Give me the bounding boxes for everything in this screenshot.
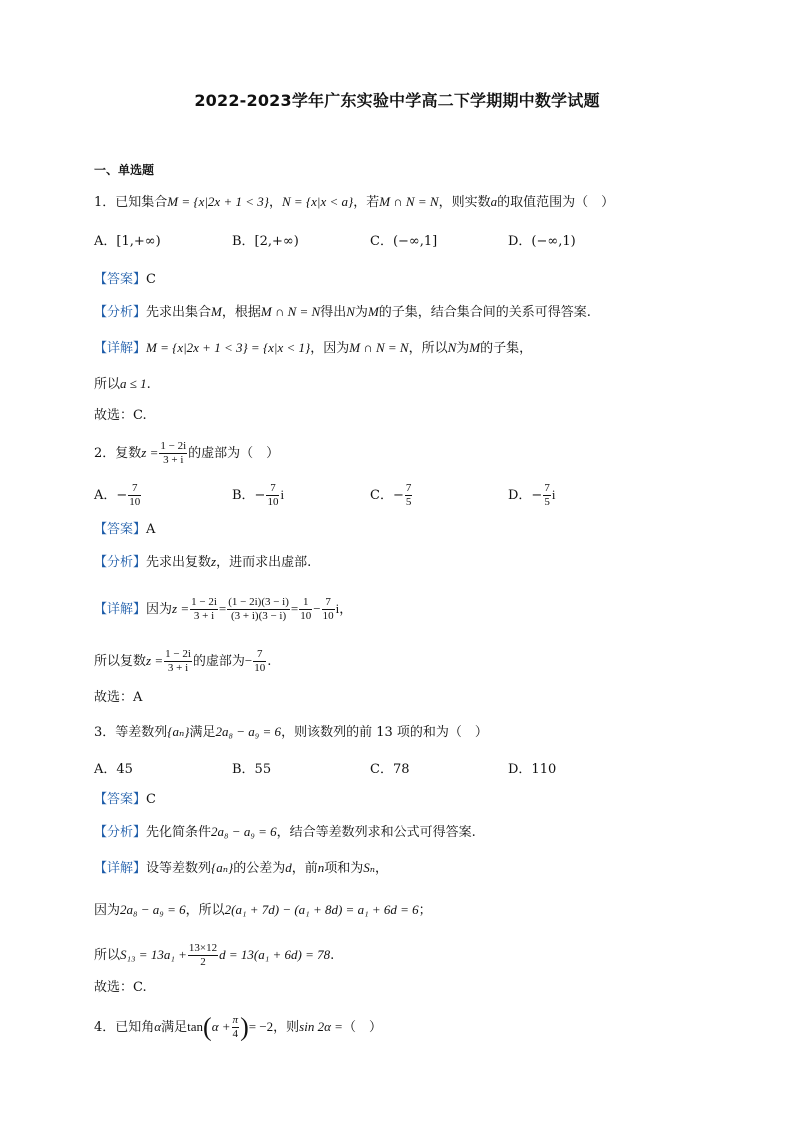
analysis-text: 得出: [320, 305, 347, 320]
option-b: B．55: [232, 762, 272, 777]
option-a: [94, 482, 142, 509]
q4-math: α: [154, 1019, 162, 1034]
q2-answer: [94, 520, 155, 540]
answer-tag: 【答案】: [94, 792, 147, 807]
q2-variable: z =: [141, 445, 159, 460]
conclusion-math: a ≤ 1: [120, 376, 147, 391]
q3-choose: 故选：C.: [94, 980, 147, 995]
detail-math: M = {x|2x + 1 < 3} = {x|x < 1}: [146, 340, 311, 355]
detail-tag: 【详解】: [94, 341, 147, 356]
option-d: D．(−∞,1): [508, 234, 576, 249]
detail-fraction: [227, 596, 290, 623]
detail-text: 项和为: [324, 861, 364, 876]
q4-fraction: [232, 1014, 240, 1041]
analysis-tag: 【分析】: [94, 825, 147, 840]
derivation-text: ；: [418, 903, 432, 918]
q1-stem-text: 1．已知集合: [94, 195, 168, 210]
q3-stem-text: 满足: [189, 725, 216, 740]
q3-condition: 2a₈ − a₉ = 6: [215, 724, 282, 739]
fraction-denominator: (3 + i)(3 − i): [230, 610, 287, 622]
q2-stem-text: 的虚部为（ ）: [188, 446, 280, 461]
answer-tag: 【答案】: [94, 522, 147, 537]
q3-answer: [94, 790, 156, 810]
option-b: [232, 482, 284, 509]
conclusion-text: .: [330, 948, 335, 963]
fraction-denominator: 10: [129, 496, 141, 508]
analysis-math: M: [367, 304, 379, 319]
detail-text: 的公差为: [233, 861, 286, 876]
q3-derivation: [94, 900, 432, 921]
option-c: C．(−∞,1]: [370, 234, 438, 249]
q2-detail: [94, 596, 352, 623]
analysis-math: 2a₈ − a₉ = 6: [211, 824, 277, 839]
fraction-denominator: 5: [544, 496, 550, 508]
q1-set-n: N = {x|x < a}: [281, 194, 354, 209]
detail-text: ，前: [291, 861, 318, 876]
q4-stem-text: 满足: [161, 1020, 188, 1035]
detail-math: i，: [335, 601, 353, 616]
answer-value: A: [146, 522, 156, 537]
option-label: D．−: [508, 488, 543, 503]
left-paren: (: [203, 1012, 212, 1042]
question-3-options: [94, 760, 714, 780]
detail-fraction: [322, 596, 335, 623]
conclusion-text: 的虚部为: [192, 654, 245, 669]
q3-analysis: [94, 822, 476, 843]
detail-fraction: [190, 596, 218, 623]
detail-math: n: [317, 860, 325, 875]
q4-math: sin 2α =: [299, 1019, 343, 1034]
detail-math: z =: [172, 601, 190, 616]
conclusion-math: −: [244, 653, 253, 668]
option-fraction: [543, 482, 551, 509]
detail-text: 设等差数列: [146, 861, 212, 876]
option-d: D．110: [508, 762, 557, 777]
question-2-options: [94, 482, 714, 510]
q4-math: α +: [211, 1019, 231, 1034]
question-3-stem: [94, 722, 488, 743]
answer-value: C: [146, 792, 156, 807]
conclusion-text: 所以复数: [94, 654, 147, 669]
detail-math: Sₙ: [363, 860, 376, 875]
detail-text: 的子集，: [480, 341, 533, 356]
fraction-numerator: π: [232, 1014, 239, 1026]
fraction-numerator: 1: [299, 596, 312, 610]
fraction-denominator: 4: [232, 1028, 239, 1040]
detail-text: 因为: [146, 602, 173, 617]
q1-set-m: M = {x|2x + 1 < 3}: [167, 194, 269, 209]
question-1-stem: [94, 192, 614, 213]
page-title: 2022-2023学年广东实验中学高二下学期期中数学试题: [194, 91, 600, 110]
conclusion-fraction: [253, 648, 266, 675]
q4-math: tan: [187, 1019, 204, 1034]
q1-choose: 故选：C.: [94, 408, 147, 423]
fraction-numerator: 1 − 2i: [165, 648, 191, 660]
analysis-text: 先求出复数: [146, 555, 212, 570]
q4-math: = −2: [248, 1019, 274, 1034]
conclusion-fraction: [164, 648, 192, 675]
detail-math: N: [447, 340, 457, 355]
fraction-numerator: 13×12: [188, 942, 218, 954]
q2-conclusion: [94, 648, 271, 675]
question-4-stem: [94, 1014, 382, 1041]
fraction-denominator: 10: [300, 610, 312, 622]
detail-math: =: [290, 601, 299, 616]
detail-math: {aₙ}: [211, 860, 234, 875]
detail-math: M ∩ N = N: [349, 340, 409, 355]
detail-text: 为: [456, 341, 470, 356]
detail-text: ，所以: [408, 341, 448, 356]
conclusion-math: S₁₃ = 13a₁ +: [120, 947, 187, 962]
fraction-numerator: (1 − 2i)(3 − i): [228, 596, 289, 608]
option-suffix: i: [551, 487, 556, 502]
q1-answer: [94, 270, 156, 290]
option-fraction: [128, 482, 141, 509]
conclusion-text: .: [267, 654, 272, 669]
option-suffix: i: [280, 487, 285, 502]
derivation-text: 因为: [94, 903, 121, 918]
fraction-denominator: 5: [405, 496, 412, 508]
option-fraction: [405, 482, 413, 509]
q2-analysis: [94, 552, 311, 573]
q1-detail: [94, 338, 532, 359]
detail-tag: 【详解】: [94, 602, 147, 617]
analysis-math: M ∩ N = N: [260, 304, 321, 319]
derivation-math: 2(a₁ + 7d) − (a₁ + 8d) = a₁ + 6d = 6: [224, 902, 419, 917]
q1-analysis: [94, 302, 591, 323]
detail-tag: 【详解】: [94, 861, 147, 876]
conclusion-text: 所以: [94, 377, 121, 392]
q2-choose: 故选：A: [94, 690, 143, 705]
option-fraction: [266, 482, 279, 509]
fraction-denominator: 3 + i: [163, 454, 184, 466]
q1-conclusion: [94, 374, 151, 395]
analysis-tag: 【分析】: [94, 305, 147, 320]
analysis-text: ，结合等差数列求和公式可得答案.: [276, 825, 476, 840]
option-label: C．−: [370, 488, 404, 503]
fraction-numerator: 1 − 2i: [160, 440, 187, 452]
q1-stem-text: ，则实数: [438, 195, 491, 210]
fraction-numerator: 7: [253, 648, 266, 662]
question-1-options: [94, 232, 714, 252]
option-c: [370, 482, 413, 509]
option-b: B．[2,+∞): [232, 234, 299, 249]
section-heading: 一、单选题: [94, 163, 155, 177]
q1-condition: M ∩ N = N: [379, 194, 439, 209]
fraction-denominator: 10: [322, 610, 334, 622]
q3-stem-text: ，则该数列的前 13 项的和为（ ）: [281, 725, 488, 740]
analysis-math: M: [211, 304, 222, 319]
fraction-numerator: 7: [405, 482, 412, 494]
option-a: A．45: [94, 762, 133, 777]
q3-sequence: {aₙ}: [167, 724, 190, 739]
answer-value: C: [146, 272, 156, 287]
question-2-stem: [94, 440, 279, 467]
q4-stem-text: （ ）: [342, 1020, 382, 1035]
fraction-numerator: 7: [544, 482, 550, 494]
fraction-denominator: 10: [254, 662, 266, 674]
fraction-denominator: 2: [200, 956, 206, 968]
detail-math: d: [285, 860, 292, 875]
analysis-math: N: [346, 304, 355, 319]
option-a: A．[1,+∞): [94, 234, 161, 249]
answer-tag: 【答案】: [94, 272, 147, 287]
analysis-text: 的子集，结合集合间的关系可得答案.: [378, 305, 591, 320]
q4-stem-text: ，则: [273, 1020, 300, 1035]
derivation-text: ，所以: [185, 903, 225, 918]
fraction-numerator: 7: [322, 596, 335, 610]
option-d: [508, 482, 555, 509]
analysis-text: ，进而求出虚部.: [216, 555, 312, 570]
detail-text: ，因为: [310, 341, 350, 356]
option-label: B．−: [232, 488, 266, 503]
conclusion-fraction: [188, 942, 218, 969]
fraction-numerator: 1 − 2i: [191, 596, 217, 608]
detail-math: −: [313, 601, 321, 616]
analysis-math: z: [211, 554, 217, 569]
conclusion-math: d = 13(a₁ + 6d) = 78: [219, 947, 331, 962]
conclusion-math: z =: [146, 653, 164, 668]
analysis-text: 先化简条件: [146, 825, 212, 840]
conclusion-text: .: [146, 377, 151, 392]
analysis-text: 先求出集合: [146, 305, 212, 320]
q1-variable: a: [490, 194, 498, 209]
q4-stem-text: 4．已知角: [94, 1020, 155, 1035]
option-c: C．78: [370, 762, 410, 777]
q3-conclusion: [94, 942, 334, 969]
q1-stem-text: ，若: [353, 195, 380, 210]
fraction-numerator: 7: [128, 482, 141, 496]
detail-math: =: [218, 601, 227, 616]
fraction-denominator: 10: [267, 496, 279, 508]
q1-sep: ，: [268, 195, 282, 210]
analysis-text: ，根据: [221, 305, 261, 320]
conclusion-text: 所以: [94, 948, 121, 963]
q2-fraction: [159, 440, 187, 467]
fraction-numerator: 7: [266, 482, 279, 496]
q3-detail: [94, 858, 388, 879]
fraction-denominator: 3 + i: [193, 610, 215, 622]
q2-stem-text: 2．复数: [94, 446, 142, 461]
analysis-tag: 【分析】: [94, 555, 147, 570]
q1-stem-text: 的取值范围为（ ）: [497, 195, 615, 210]
detail-text: ，: [375, 861, 389, 876]
analysis-text: 为: [354, 305, 368, 320]
option-label: A．−: [94, 488, 128, 503]
derivation-math: 2a₈ − a₉ = 6: [120, 902, 186, 917]
fraction-denominator: 3 + i: [167, 662, 189, 674]
right-paren: ): [240, 1012, 249, 1042]
detail-math: M: [469, 340, 481, 355]
q3-stem-text: 3．等差数列: [94, 725, 168, 740]
detail-fraction: [299, 596, 312, 623]
